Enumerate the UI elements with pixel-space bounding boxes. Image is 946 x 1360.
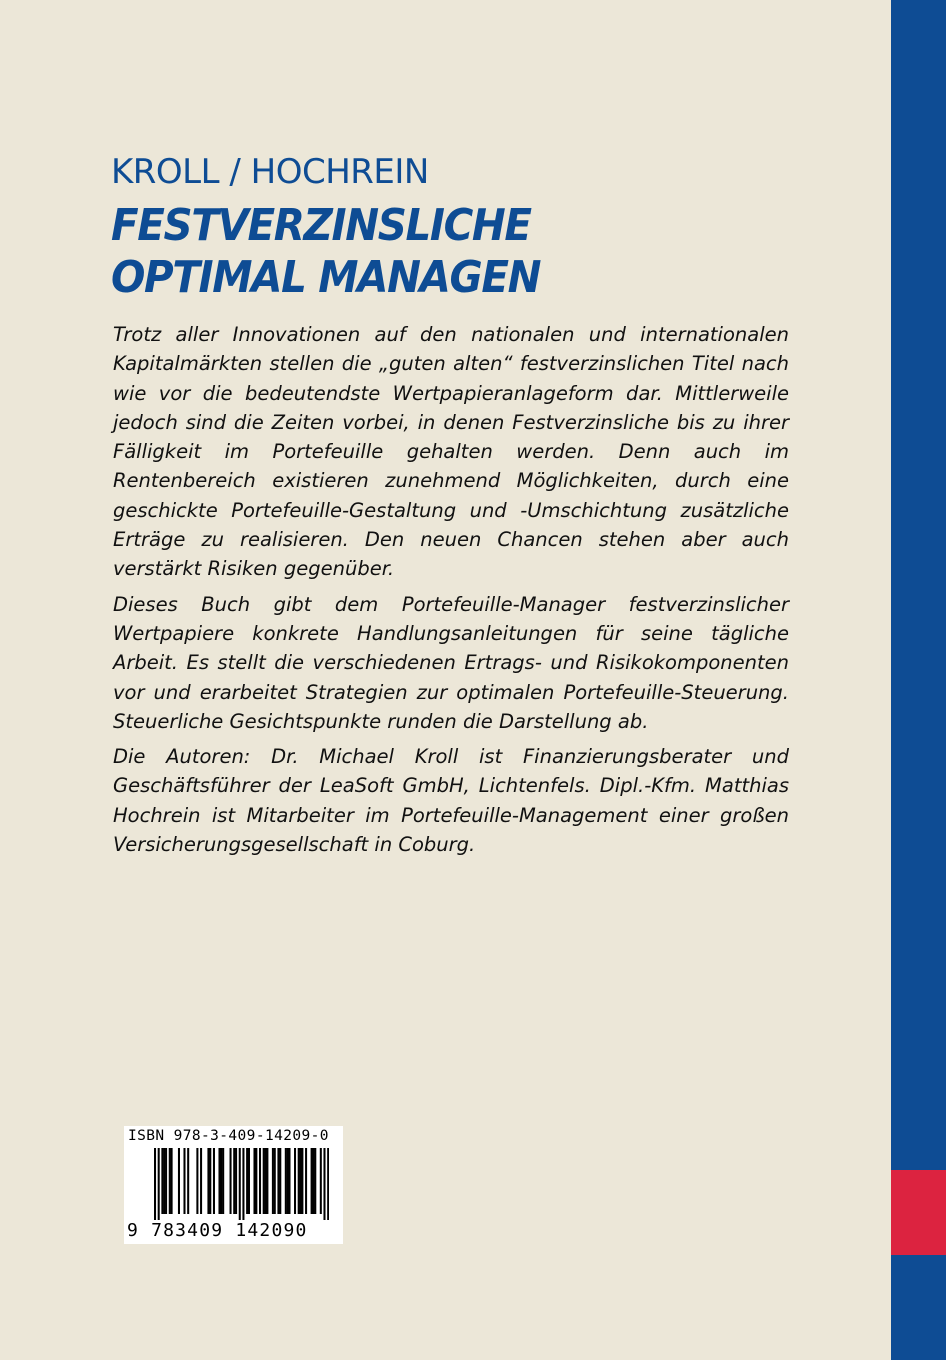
barcode-bar xyxy=(305,1148,307,1214)
barcode-bar xyxy=(320,1148,322,1214)
book-title xyxy=(111,200,540,304)
barcode-bar xyxy=(272,1148,274,1214)
barcode-bar xyxy=(171,1148,173,1214)
barcode-bar xyxy=(298,1148,300,1214)
barcode-bar xyxy=(218,1148,220,1214)
barcode-bar xyxy=(287,1148,289,1214)
ean-digits: 9 783409 142090 xyxy=(127,1220,308,1241)
barcode-bar xyxy=(165,1148,167,1214)
barcode-bar xyxy=(207,1148,209,1214)
barcode-bar xyxy=(213,1148,215,1214)
barcode-bar xyxy=(242,1148,244,1220)
barcode-bar xyxy=(158,1148,160,1220)
barcode-bar xyxy=(196,1148,198,1214)
blurb-paragraph-1: Trotz aller Innovationen auf den nationalen und internationalen Kapitalmärkten stellen die „guten alten“ festverzinslichen Titel nach wie vor die bedeutendste Wertpapieranlageform dar. Mittlerweile jedoch sind die Zeiten vorbei, in denen Festverzinsliche bis zu ihrer Fälligkeit im Portefeuille gehalten werden. Denn auch im Rentenbereich existieren zunehmend Möglichkeiten, durch eine geschickte Portefeuille-Gestaltung und -Umschichtung zusätzliche Erträge zu realisieren. Den neuen Chancen stehen aber auch verstärkt Risiken gegenüber. xyxy=(113,323,789,581)
barcode-bar xyxy=(187,1148,189,1214)
barcode-bar xyxy=(246,1148,248,1214)
barcode-bar xyxy=(239,1148,241,1220)
barcode-bar xyxy=(265,1148,267,1214)
barcode-bar xyxy=(169,1148,171,1214)
barcode-bar xyxy=(233,1148,235,1214)
barcode-bar xyxy=(274,1148,276,1214)
spine-stripe-blue-bottom xyxy=(891,1255,946,1360)
barcode-bar xyxy=(311,1148,313,1214)
barcode-bar xyxy=(314,1148,316,1214)
barcode-bar xyxy=(266,1148,268,1214)
authors-line: KROLL / HOCHREIN xyxy=(111,152,429,192)
barcode-bar xyxy=(253,1148,255,1214)
barcode-bar xyxy=(301,1148,303,1214)
barcode-bar xyxy=(279,1148,281,1214)
isbn-label: ISBN 978-3-409-14209-0 xyxy=(128,1128,329,1144)
barcode-bar xyxy=(277,1148,279,1214)
barcode-bar xyxy=(312,1148,314,1214)
barcode-bar xyxy=(183,1148,185,1214)
blurb xyxy=(113,320,789,865)
barcode-bar xyxy=(200,1148,202,1214)
barcode-bar xyxy=(220,1148,222,1214)
barcode-icon xyxy=(154,1148,329,1220)
barcode-bar xyxy=(161,1148,163,1214)
title-line-1: FESTVERZINSLICHE xyxy=(111,200,531,251)
barcode-bar xyxy=(285,1148,287,1214)
barcode-bar xyxy=(300,1148,302,1214)
barcode-bar xyxy=(235,1148,237,1214)
barcode-bar xyxy=(248,1148,250,1214)
title-line-2: OPTIMAL MANAGEN xyxy=(111,252,541,303)
barcode-bar xyxy=(323,1148,325,1220)
blurb-paragraph-2: Dieses Buch gibt dem Portefeuille-Manager festverzinslicher Wertpapiere konkrete Handlungsanleitungen für seine tägliche Arbeit. Es stellt die verschiedenen Ertrags- und Risikokomponenten vor und erarbeitet Strategien zur optimalen Portefeuille-Steuerung. Steuerliche Gesichtspunkte runden die Darstellung ab. xyxy=(113,592,789,733)
barcode-bar xyxy=(288,1148,290,1214)
barcode-bar xyxy=(230,1148,232,1214)
spine-stripe-blue xyxy=(891,0,946,1170)
barcode-bar xyxy=(255,1148,257,1214)
blurb-paragraph-3: Die Autoren: Dr. Michael Kroll ist Finanzierungsberater und Geschäftsführer der LeaSoft GmbH, Lichtenfels. Dipl.-Kfm. Matthias Hochrein ist Mitarbeiter im Portefeuille-Management einer großen Versicherungsgesellschaft in Coburg. xyxy=(113,745,789,857)
barcode-panel xyxy=(124,1126,343,1244)
barcode-bar xyxy=(163,1148,165,1214)
barcode-bar xyxy=(259,1148,261,1214)
barcode-bar xyxy=(154,1148,156,1220)
spine-stripe-red xyxy=(891,1170,946,1255)
barcode-bar xyxy=(263,1148,265,1214)
barcode-bar xyxy=(209,1148,211,1214)
barcode-bar xyxy=(222,1148,224,1214)
barcode-bar xyxy=(178,1148,180,1214)
barcode-bar xyxy=(294,1148,296,1214)
barcode-bar xyxy=(327,1148,329,1220)
